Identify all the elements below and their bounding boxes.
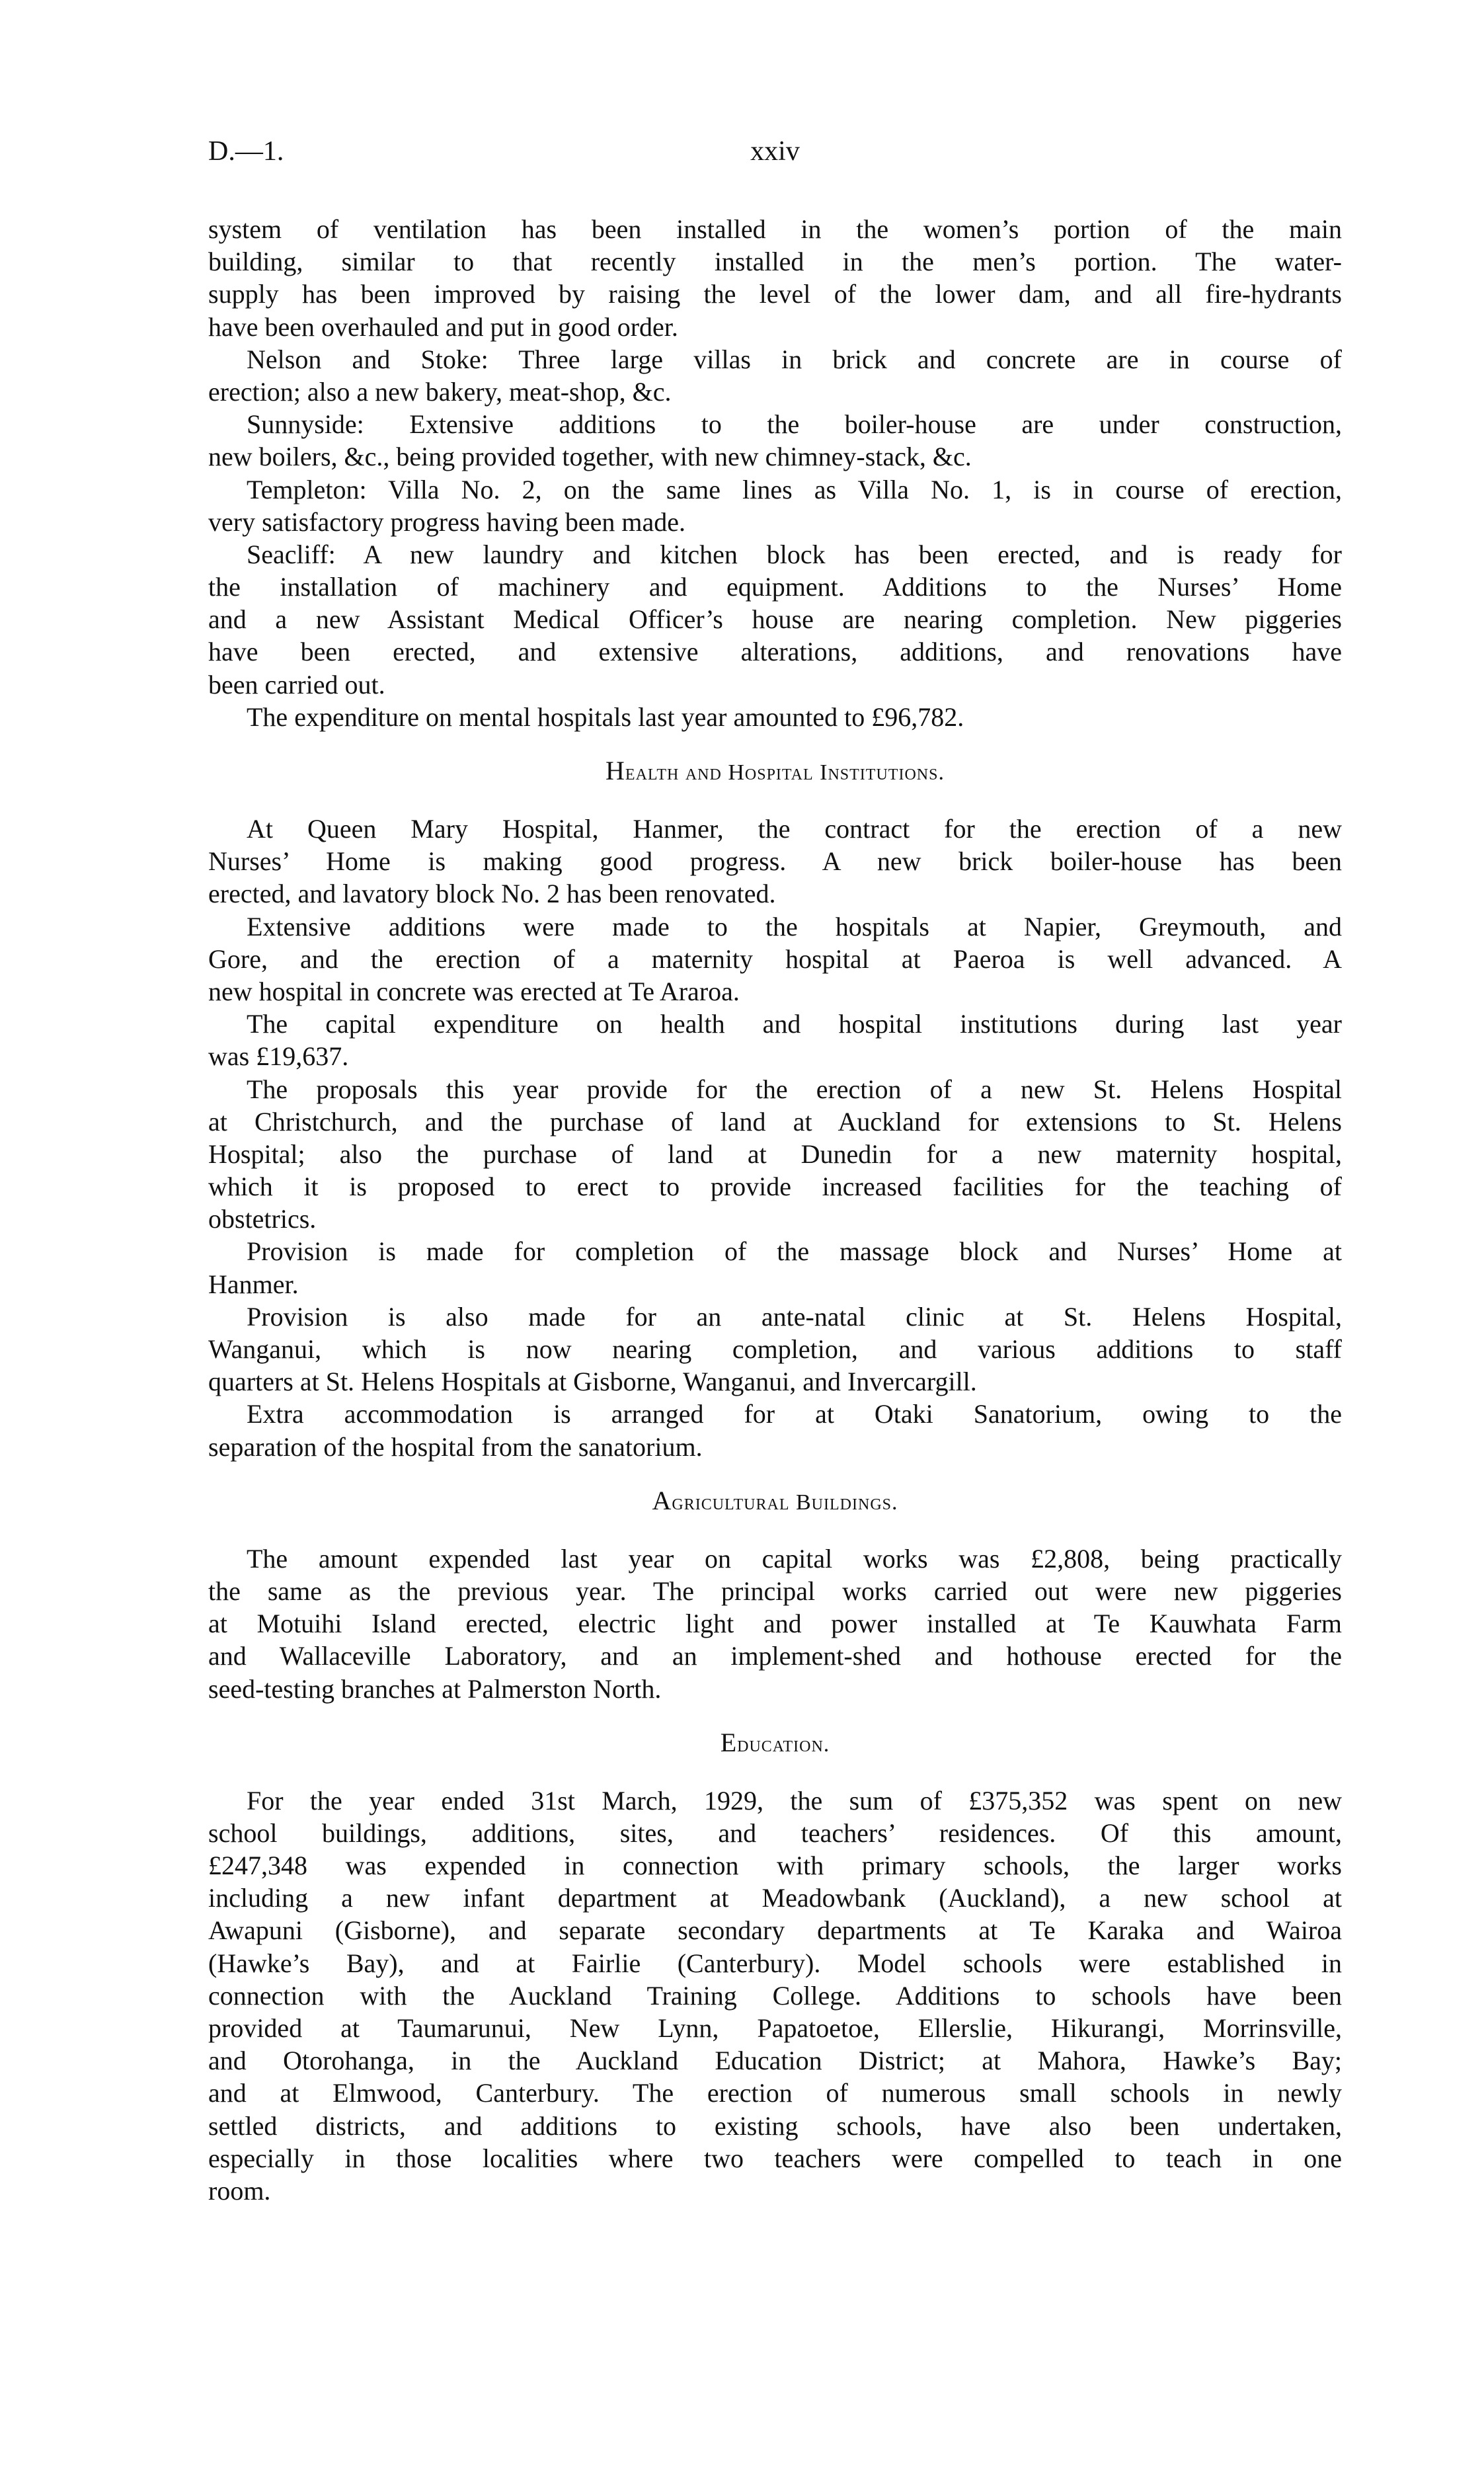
text-line: new boilers, &c., being provided together, with new chimney-stack, &c. xyxy=(208,442,972,472)
text-line: Wanganui, which is now nearing completion, and various additions to staff xyxy=(208,1334,1342,1364)
text-line: and a new Assistant Medical Officer’s house are nearing completion. New piggeries xyxy=(208,604,1342,635)
text-line: building, similar to that recently installed in the men’s portion. The water- xyxy=(208,247,1342,277)
paragraph xyxy=(208,213,1342,343)
text-line: and Otorohanga, in the Auckland Education District; at Mahora, Hawke’s Bay; xyxy=(208,2046,1342,2076)
text-line: Sunnyside: Extensive additions to the boiler-house are under construction, xyxy=(247,409,1342,440)
text-line: have been overhauled and put in good order. xyxy=(208,311,678,342)
text-line: The amount expended last year on capital works was £2,808, being practically xyxy=(247,1543,1342,1574)
text-line: Gore, and the erection of a maternity hospital at Paeroa is well advanced. A xyxy=(208,943,1342,974)
text-line: have been erected, and extensive alterations, additions, and renovations have xyxy=(208,637,1342,667)
text-line: The proposals this year provide for the erection of a new St. Helens Hospital xyxy=(247,1074,1342,1104)
text-line: provided at Taumarunui, New Lynn, Papatoetoe, Ellerslie, Hikurangi, Morrinsville, xyxy=(208,2013,1342,2043)
text-line: system of ventilation has been installed in the women’s portion of the main xyxy=(208,214,1342,244)
document-reference: D.—1. xyxy=(208,136,284,167)
paragraph xyxy=(208,1398,1342,1462)
text-line: The capital expenditure on health and hospital institutions during last year xyxy=(247,1009,1342,1039)
text-line: Nelson and Stoke: Three large villas in brick and concrete are in course of xyxy=(247,344,1342,374)
document-body xyxy=(208,213,1342,2207)
paragraph xyxy=(208,1008,1342,1072)
text-line: school buildings, additions, sites, and teachers’ residences. Of this amount, xyxy=(208,1817,1342,1848)
text-line: Extra accommodation is arranged for at Otaki Sanatorium, owing to the xyxy=(247,1399,1342,1429)
text-line: including a new infant department at Meadowbank (Auckland), a new school at xyxy=(208,1883,1342,1913)
section-heading: Agricultural Buildings. xyxy=(652,1485,898,1515)
text-line: quarters at St. Helens Hospitals at Gisborne, Wanganui, and Invercargill. xyxy=(208,1367,977,1397)
paragraph xyxy=(208,538,1342,701)
text-line: and at Elmwood, Canterbury. The erection of numerous small schools in newly xyxy=(208,2078,1342,2108)
text-line: new hospital in concrete was erected at Te Araroa. xyxy=(208,976,740,1006)
paragraph xyxy=(208,1784,1342,2207)
page-number: xxiv xyxy=(750,136,800,167)
paragraph xyxy=(208,408,1342,473)
text-line: Seacliff: A new laundry and kitchen block has been erected, and is ready for xyxy=(247,539,1342,569)
text-line: at Christchurch, and the purchase of land at Auckland for extensions to St. Helens xyxy=(208,1106,1342,1137)
paragraph xyxy=(208,1300,1342,1398)
text-line: settled districts, and additions to existing schools, have also been undertaken, xyxy=(208,2110,1342,2141)
text-line: and Wallaceville Laboratory, and an implement-shed and hothouse erected for the xyxy=(208,1641,1342,1671)
text-line: For the year ended 31st March, 1929, the sum of £375,352 was spent on new xyxy=(247,1785,1342,1816)
paragraph xyxy=(208,1542,1342,1705)
paragraph xyxy=(208,1235,1342,1300)
text-line: Provision is also made for an ante-natal clinic at St. Helens Hospital, xyxy=(247,1301,1342,1332)
text-line: very satisfactory progress having been made. xyxy=(208,506,685,537)
text-line: erection; also a new bakery, meat-shop, &c. xyxy=(208,376,672,407)
text-line: seed-testing branches at Palmerston North. xyxy=(208,1673,662,1704)
text-line: the same as the previous year. The principal works carried out were new piggeries xyxy=(208,1576,1342,1606)
text-line: At Queen Mary Hospital, Hanmer, the contract for the erection of a new xyxy=(247,814,1342,844)
text-line: the installation of machinery and equipment. Additions to the Nurses’ Home xyxy=(208,572,1342,602)
paragraph xyxy=(208,701,1342,733)
text-line: supply has been improved by raising the level of the lower dam, and all fire-hydrants xyxy=(208,279,1342,309)
section-heading: Health and Hospital Institutions. xyxy=(605,756,945,785)
page-header xyxy=(208,136,1342,175)
text-line: Nurses’ Home is making good progress. A new brick boiler-house has been xyxy=(208,846,1342,877)
paragraph xyxy=(208,343,1342,408)
text-line: was £19,637. xyxy=(208,1041,349,1072)
text-line: (Hawke’s Bay), and at Fairlie (Canterbury). Model schools were established in xyxy=(208,1948,1342,1978)
text-line: The expenditure on mental hospitals last year amounted to £96,782. xyxy=(247,701,964,732)
paragraph xyxy=(208,473,1342,538)
text-line: which it is proposed to erect to provide increased facilities for the teaching of xyxy=(208,1172,1342,1202)
text-line: erected, and lavatory block No. 2 has been renovated. xyxy=(208,879,776,909)
section-heading: Education. xyxy=(720,1727,830,1757)
text-line: Awapuni (Gisborne), and separate secondary departments at Te Karaka and Wairoa xyxy=(208,1915,1342,1946)
text-line: Hospital; also the purchase of land at Dunedin for a new maternity hospital, xyxy=(208,1138,1342,1169)
text-line: Provision is made for completion of the massage block and Nurses’ Home at xyxy=(247,1236,1342,1267)
text-line: especially in those localities where two teachers were compelled to teach in one xyxy=(208,2143,1342,2173)
text-line: Templeton: Villa No. 2, on the same lines as Villa No. 1, is in course of erection, xyxy=(247,474,1342,504)
paragraph xyxy=(208,1073,1342,1236)
text-line: £247,348 was expended in connection with primary schools, the larger works xyxy=(208,1851,1342,1881)
text-line: at Motuihi Island erected, electric light and power installed at Te Kauwhata Farm xyxy=(208,1609,1342,1639)
paragraph xyxy=(208,813,1342,910)
text-line: obstetrics. xyxy=(208,1204,317,1234)
text-line: connection with the Auckland Training College. Additions to schools have been xyxy=(208,1980,1342,2011)
text-line: been carried out. xyxy=(208,669,385,699)
text-line: Hanmer. xyxy=(208,1269,299,1299)
text-line: separation of the hospital from the sanatorium. xyxy=(208,1431,703,1462)
text-line: Extensive additions were made to the hospitals at Napier, Greymouth, and xyxy=(247,911,1342,941)
paragraph xyxy=(208,910,1342,1008)
text-line: room. xyxy=(208,2175,271,2206)
